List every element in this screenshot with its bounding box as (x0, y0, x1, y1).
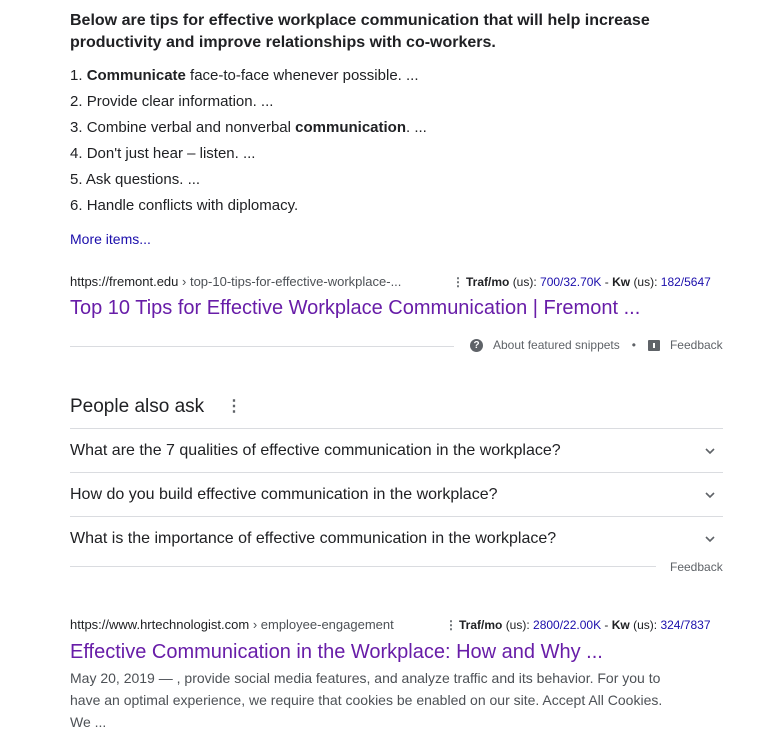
bullet-separator: • (631, 338, 636, 352)
divider (70, 566, 656, 567)
result-url[interactable] (70, 617, 394, 632)
chevron-down-icon (705, 446, 715, 456)
tips-list (70, 65, 427, 221)
list-item: 5. Ask questions. ... (70, 171, 201, 188)
result-title-link[interactable]: Effective Communication in the Workplace: How and Why ... (70, 641, 603, 663)
list-item: 2. Provide clear information. ... (70, 93, 274, 110)
result-title-link[interactable]: Top 10 Tips for Effective Workplace Communication | Fremont ... (70, 297, 641, 319)
divider (70, 346, 454, 347)
chevron-down-icon (705, 490, 715, 500)
paa-question[interactable] (70, 428, 723, 473)
more-items-link[interactable]: More items... (70, 231, 151, 247)
result-domain: https://fremont.edu (70, 274, 179, 289)
traffic-info: ⋮ Traf/mo (us): 2800/22.00K - Kw (us): 324/7837 (445, 618, 711, 632)
kebab-menu-icon[interactable]: ⋮ (445, 618, 457, 632)
list-item: 3. Combine verbal and nonverbal communication. ... (70, 119, 427, 136)
question-text: What are the 7 qualities of effective communication in the workplace? (70, 442, 561, 459)
traffic-info: ⋮ Traf/mo (us): 700/32.70K - Kw (us): 182/5647 (452, 275, 711, 289)
list-item: 6. Handle conflicts with diplomacy. (70, 197, 299, 214)
question-circle-icon: ? (470, 339, 483, 352)
question-text: How do you build effective communication in the workplace? (70, 486, 498, 503)
result-path: › top-10-tips-for-effective-workplace-... (178, 274, 402, 289)
about-featured-snippets-link[interactable]: About featured snippets (493, 338, 620, 352)
question-text: What is the importance of effective communication in the workplace? (70, 530, 557, 547)
kebab-menu-icon[interactable]: ⋮ (452, 275, 464, 289)
people-also-ask-title: People also ask (70, 396, 205, 417)
feedback-icon (648, 340, 660, 351)
paa-feedback-link[interactable]: Feedback (670, 560, 723, 574)
chevron-down-icon (705, 534, 715, 544)
list-item: 4. Don't just hear – listen. ... (70, 145, 256, 162)
result-url[interactable] (70, 274, 401, 289)
snippet-text: , provide social media features, and analyze traffic and its behavior. For you to have an optimal experience, we require that cookies be enabled on our site. Accept All Cookies. We ... (70, 670, 663, 730)
feedback-link[interactable]: Feedback (669, 338, 723, 352)
snippet-footer (470, 338, 723, 352)
result-domain: https://www.hrtechnologist.com (70, 617, 250, 632)
result-snippet (70, 667, 670, 733)
result-path: › employee-engagement (249, 617, 394, 632)
paa-question[interactable] (70, 472, 723, 517)
result-date: May 20, 2019 — (70, 670, 173, 686)
featured-intro: Below are tips for effective workplace communication that will help increase productivity and improve relationships with co-workers. (70, 12, 650, 51)
kebab-menu-icon[interactable]: ⋮ (226, 398, 242, 415)
paa-question[interactable] (70, 516, 723, 561)
list-item: 1. Communicate face-to-face whenever possible. ... (70, 67, 419, 84)
